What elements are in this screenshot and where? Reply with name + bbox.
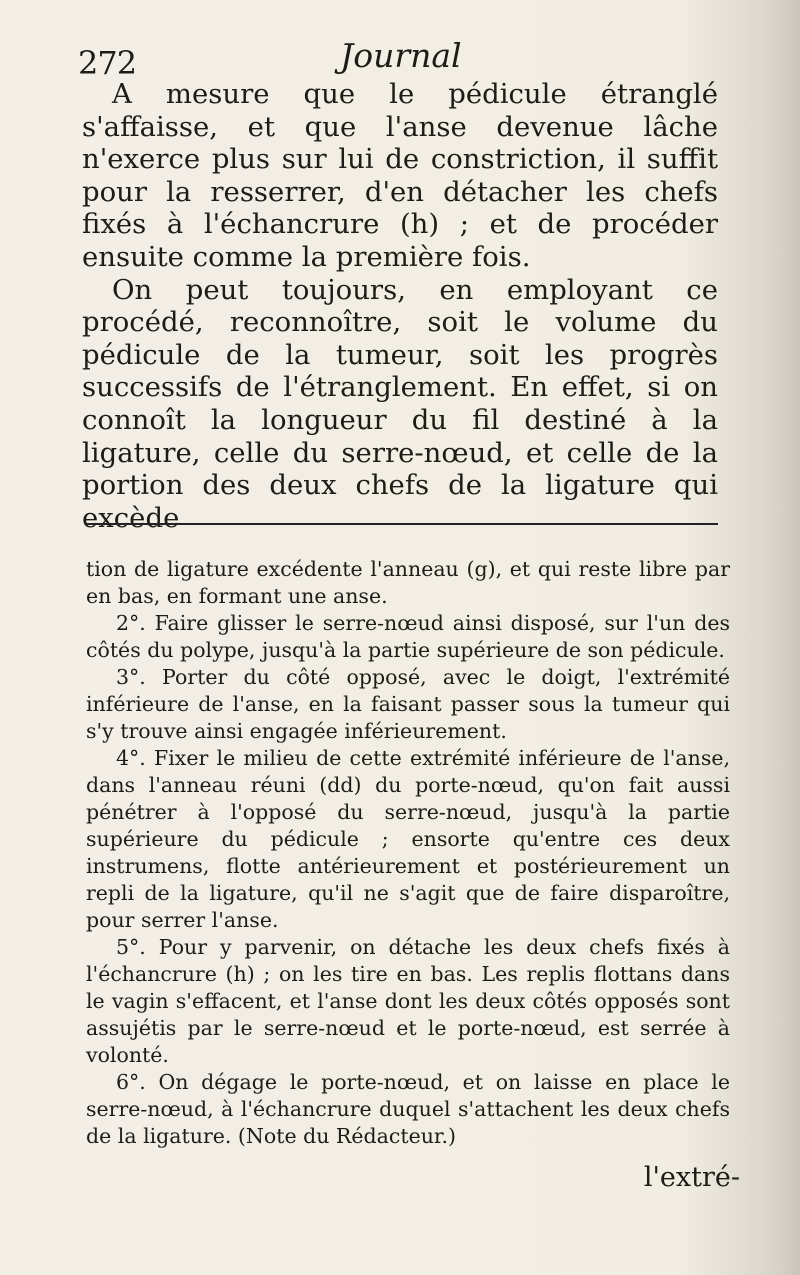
footnote xyxy=(86,556,730,1150)
footnote-paragraph: 6°. On dégage le porte-nœud, et on laisse en place le serre-nœud, à l'échancrure duquel s'attachent les deux chefs de la ligature. (Note du Rédacteur.) xyxy=(86,1070,730,1148)
footnote-paragraph: tion de ligature excédente l'anneau (g), et qui reste libre par en bas, en formant une anse. xyxy=(86,557,730,608)
footnote-separator xyxy=(86,523,718,525)
main-paragraph: On peut toujours, en employant ce procédé, reconnoître, soit le volume du pédicule de la tumeur, soit les progrès successifs de l'étranglement. En effet, si on connoît la longueur du fil destiné à la ligature, celle du serre-nœud, et celle de la portion des deux chefs de la ligature qui excède xyxy=(82,273,718,534)
page-number: 272 xyxy=(78,44,137,82)
main-text xyxy=(82,78,718,534)
footnote-paragraph: 5°. Pour y parvenir, on détache les deux chefs fixés à l'échancrure (h) ; on les tire en bas. Les replis flottans dans le vagin s'effacent, et l'anse dont les deux côtés opposés sont assujétis par le serre-nœud et le porte-nœud, est serrée à volonté. xyxy=(86,935,730,1067)
catchword: l'extré- xyxy=(643,1162,740,1193)
footnote-paragraph: 4°. Fixer le milieu de cette extrémité inférieure de l'anse, dans l'anneau réuni (dd) du porte-nœud, qu'on fait aussi pénétrer à l'opposé du serre-nœud, jusqu'à la partie supérieure du pédicule ; ensorte qu'entre ces deux instrumens, flotte antérieurement et postérieurement un repli de la ligature, qu'il ne s'agit que de faire disparoître, pour serrer l'anse. xyxy=(86,746,730,932)
main-paragraph: A mesure que le pédicule étranglé s'affaisse, et que l'anse devenue lâche n'exerce plus sur lui de constriction, il suffit pour la resserrer, d'en détacher les chefs fixés à l'échancrure (h) ; et de procéder ensuite comme la première fois. xyxy=(82,78,718,273)
footnote-paragraph: 2°. Faire glisser le serre-nœud ainsi disposé, sur l'un des côtés du polype, jusqu'à la partie supérieure de son pédicule. xyxy=(86,611,730,662)
footnote-paragraph: 3°. Porter du côté opposé, avec le doigt, l'extrémité inférieure de l'anse, en la faisant passer sous la tumeur qui s'y trouve ainsi engagée inférieurement. xyxy=(86,665,730,743)
running-head: Journal xyxy=(340,36,462,75)
